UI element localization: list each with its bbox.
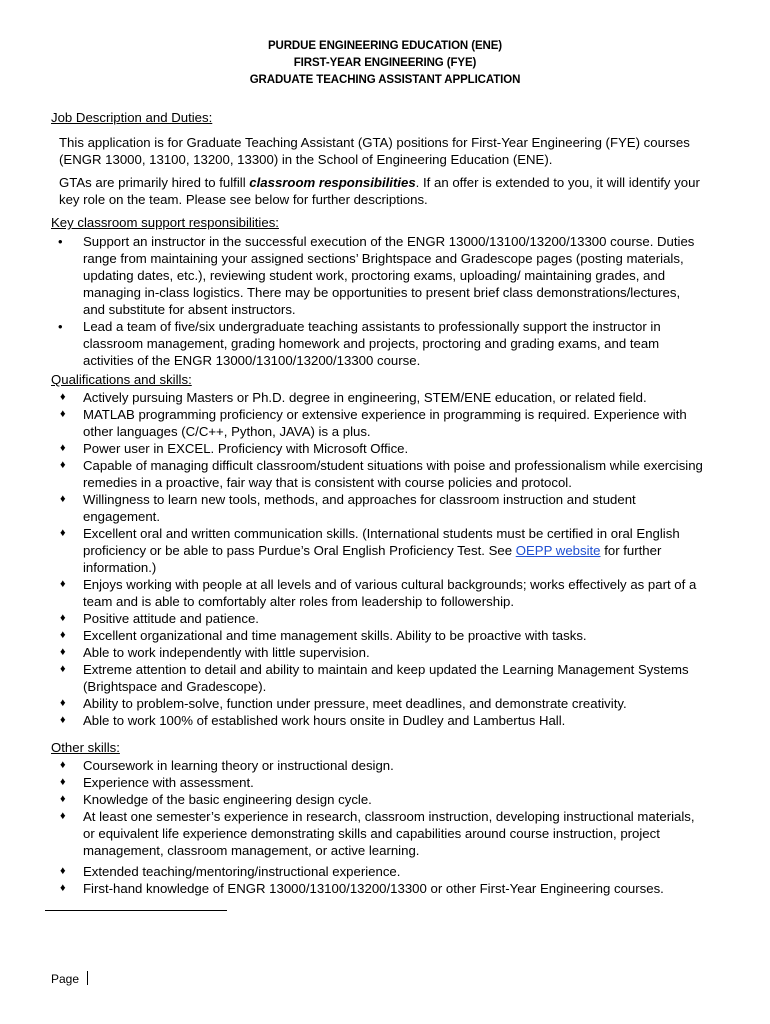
list-item-text: Able to work independently with little supervision.	[83, 645, 370, 660]
key-responsibilities-list	[0, 233, 770, 369]
header-line-3: GRADUATE TEACHING ASSISTANT APPLICATION	[249, 74, 521, 86]
page-label: Page	[51, 972, 80, 986]
diamond-bullet-icon: ♦	[60, 776, 66, 788]
list-item	[0, 389, 703, 406]
page-footer	[51, 971, 88, 986]
list-item-text: First-hand knowledge of ENGR 13000/13100/13200/13300 or other First-Year Engineering courses.	[83, 881, 664, 896]
diamond-bullet-icon: ♦	[60, 527, 66, 539]
job-paragraph-2-post: . If an offer is extended to you, it will identify your key role on the team. Please see below for further descriptions.	[59, 175, 700, 207]
english-requirement-post: for further information.)	[83, 543, 662, 575]
job-paragraph-2-pre: GTAs are primarily hired to fulfill	[59, 175, 250, 190]
list-item-text: At least one semester’s experience in research, classroom instruction, developing instructional materials, or equivalent life experience demonstrating skills and capabilities around course instruction, project management, classroom management, or active learning.	[83, 809, 695, 858]
bullet-icon: •	[58, 319, 63, 334]
diamond-bullet-icon: ♦	[60, 882, 66, 894]
list-item-text: Knowledge of the basic engineering design cycle.	[83, 792, 372, 807]
list-item	[0, 774, 703, 791]
list-item-text: Capable of managing difficult classroom/student situations with poise and professionalism while exercising remedies in a proactive, fair way that is consistent with course policies and protocol.	[83, 458, 703, 490]
list-item	[0, 695, 703, 712]
diamond-bullet-icon: ♦	[60, 810, 66, 822]
list-item	[0, 712, 703, 729]
list-item-text: Positive attitude and patience.	[83, 611, 259, 626]
diamond-bullet-icon: ♦	[60, 865, 66, 877]
job-paragraph-2-emphasis: classroom responsibilities	[249, 175, 416, 190]
list-item-text: MATLAB programming proficiency or extensive experience in programming is required. Experience with other languages (C/C++, Python, JAVA) is a plus.	[83, 407, 687, 439]
header-line-2: FIRST-YEAR ENGINEERING (FYE)	[293, 57, 477, 69]
list-item	[0, 525, 703, 576]
list-item	[0, 457, 703, 491]
list-item	[0, 610, 703, 627]
list-item-text: Willingness to learn new tools, methods, and approaches for classroom instruction and student engagement.	[83, 492, 636, 524]
list-item	[0, 808, 703, 859]
diamond-bullet-icon: ♦	[60, 793, 66, 805]
diamond-bullet-icon: ♦	[60, 578, 66, 590]
diamond-bullet-icon: ♦	[60, 493, 66, 505]
oepp-website-link[interactable]: OEPP website	[515, 543, 601, 558]
list-item-text: Excellent organizational and time management skills. Ability to be proactive with tasks.	[83, 628, 587, 643]
list-item-text: Extended teaching/mentoring/instructional experience.	[83, 864, 401, 879]
diamond-bullet-icon: ♦	[60, 714, 66, 726]
list-item	[0, 406, 703, 440]
job-paragraph-2	[59, 174, 709, 208]
footnote-divider	[45, 910, 227, 911]
list-item	[0, 233, 703, 318]
english-requirement-pre: Excellent oral and written communication skills. (International students must be certified in oral English proficiency or be able to pass Purdue’s Oral English Proficiency Test. See	[83, 526, 680, 558]
list-item	[0, 318, 703, 369]
bullet-icon: •	[58, 234, 63, 249]
list-item	[0, 757, 703, 774]
diamond-bullet-icon: ♦	[60, 459, 66, 471]
diamond-bullet-icon: ♦	[60, 408, 66, 420]
diamond-bullet-icon: ♦	[60, 663, 66, 675]
list-item-text: Ability to problem-solve, function under pressure, meet deadlines, and demonstrate creativity.	[83, 696, 627, 711]
diamond-bullet-icon: ♦	[60, 612, 66, 624]
list-item	[0, 661, 703, 695]
list-item-text: Support an instructor in the successful execution of the ENGR 13000/13100/13200/13300 course. Duties range from maintaining your assigned sections’ Brightspace and Gradescope pages (posting materials, updating dates, etc.), reviewing student work, proctoring exams, uploading/ maintaining grades, and managing in-class logistics. There may be opportunities to present brief class demonstrations/lectures, and substitute for absent instructors.	[83, 234, 695, 317]
list-item-text: Experience with assessment.	[83, 775, 254, 790]
diamond-bullet-icon: ♦	[60, 697, 66, 709]
list-item	[0, 863, 703, 880]
list-item-text: Enjoys working with people at all levels and of various cultural backgrounds; works effectively as part of a team and is able to comfortably alter roles from leadership to followership.	[83, 577, 697, 609]
list-item-text: Able to work 100% of established work hours onsite in Dudley and Lambertus Hall.	[83, 713, 566, 728]
header-line-1: PURDUE ENGINEERING EDUCATION (ENE)	[267, 40, 503, 52]
key-responsibilities-heading: Key classroom support responsibilities:	[51, 215, 279, 230]
list-item-text: Power user in EXCEL. Proficiency with Microsoft Office.	[83, 441, 409, 456]
list-item	[0, 627, 703, 644]
diamond-bullet-icon: ♦	[60, 442, 66, 454]
list-item-text: Extreme attention to detail and ability to maintain and keep updated the Learning Management Systems (Brightspace and Gradescope).	[83, 662, 689, 694]
list-item	[0, 576, 703, 610]
list-item	[0, 880, 703, 897]
other-skills-list	[0, 757, 770, 897]
list-item-text: Lead a team of five/six undergraduate teaching assistants to professionally support the instructor in classroom management, grading homework and projects, proctoring and grading exams, and team activities of the ENGR 13000/13100/13200/13300 course.	[83, 319, 661, 368]
job-paragraph-1: This application is for Graduate Teaching Assistant (GTA) positions for First-Year Engineering (FYE) courses (ENGR 13000, 13100, 13200, 13300) in the School of Engineering Education (ENE).	[59, 135, 690, 167]
diamond-bullet-icon: ♦	[60, 629, 66, 641]
diamond-bullet-icon: ♦	[60, 391, 66, 403]
diamond-bullet-icon: ♦	[60, 759, 66, 771]
list-item	[0, 791, 703, 808]
job-description-heading: Job Description and Duties:	[51, 110, 213, 125]
footer-separator	[87, 971, 88, 985]
qualifications-list	[0, 389, 770, 729]
other-skills-heading: Other skills:	[51, 740, 120, 755]
list-item	[0, 644, 703, 661]
list-item-text: Coursework in learning theory or instructional design.	[83, 758, 394, 773]
qualifications-heading: Qualifications and skills:	[51, 372, 192, 387]
diamond-bullet-icon: ♦	[60, 646, 66, 658]
list-item	[0, 440, 703, 457]
list-item-text: Actively pursuing Masters or Ph.D. degree in engineering, STEM/ENE education, or related field.	[83, 390, 647, 405]
list-item	[0, 491, 703, 525]
